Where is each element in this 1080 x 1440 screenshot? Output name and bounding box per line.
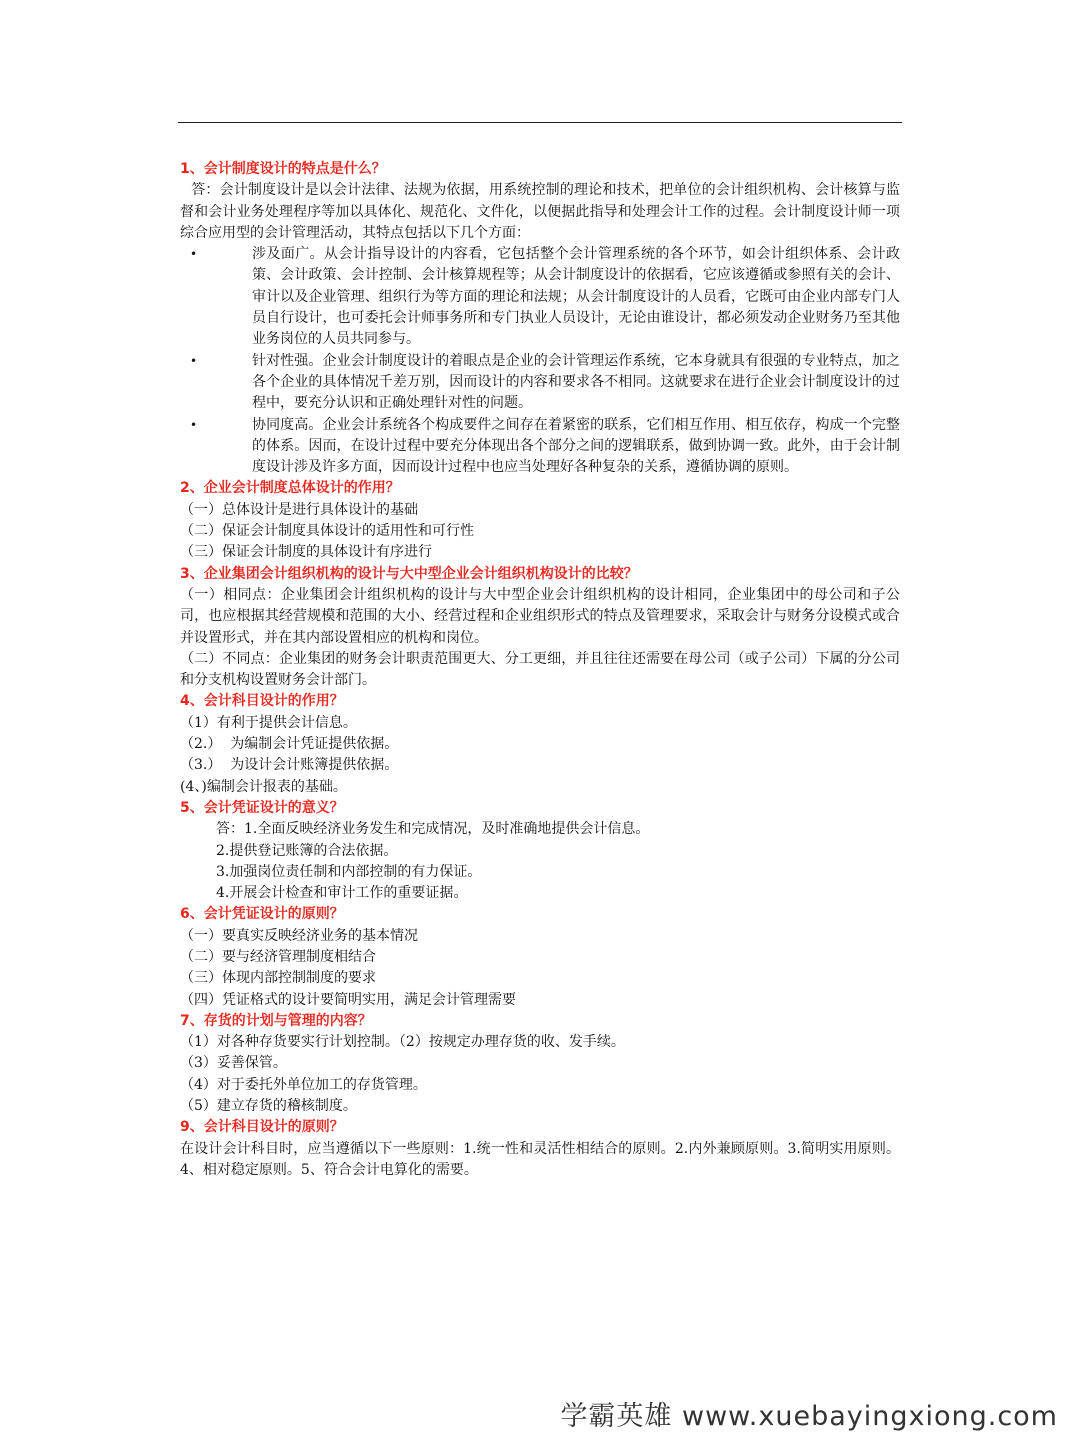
list-item: 4.开展会计检查和审计工作的重要证据。 <box>216 885 468 902</box>
question-9-answer: 在设计会计科目时，应当遵循以下一些原则：1.统一性和灵活性相结合的原则。2.内外兼顾原则。3.简明实用原则。4、相对稳定原则。5、符合会计电算化的需要。 <box>180 1140 900 1178</box>
question-4-title: 4、会计科目设计的作用？ <box>180 693 344 710</box>
list-item: 3.加强岗位责任制和内部控制的有力保证。 <box>216 863 482 880</box>
list-item <box>180 244 900 350</box>
question-7-title: 7、存货的计划与管理的内容？ <box>180 1012 372 1029</box>
list-item: （二）要与经济管理制度相结合 <box>180 948 376 965</box>
list-item: （一）总体设计是进行具体设计的基础 <box>180 501 418 518</box>
list-item: （三）保证会计制度的具体设计有序进行 <box>180 544 432 561</box>
list-item: （2.） 为编制会计凭证提供依据。 <box>180 736 399 753</box>
list-item: （二）保证会计制度具体设计的适用性和可行性 <box>180 523 474 540</box>
bullet-icon: • <box>190 417 198 432</box>
bullet-icon: • <box>190 247 198 262</box>
list-item: （5）建立存货的稽核制度。 <box>180 1098 357 1115</box>
list-item: （一）相同点：企业集团会计组织机构的设计与大中型企业会计组织机构的设计相同，企业集团中的母公司和子公司，也应根据其经营规模和范围的大小、经营过程和企业组织形式的特点及管理要求，采取会计与财务分设模式或合并设置形式，并在其内部设置相应的机构和岗位。 <box>180 586 900 646</box>
list-item: (4、)编制会计报表的基础。 <box>180 778 347 795</box>
question-3-title: 3、企业集团会计组织机构的设计与大中型企业会计组织机构设计的比较？ <box>180 565 638 582</box>
bullet-text: 针对性强。企业会计制度设计的着眼点是企业的会计管理运作系统，它本身就具有很强的专业特点，加之各个企业的具体情况千差万别，因而设计的内容和要求各不相同。这就要求在进行企业会计制度设计的过程中，要充分认识和正确处理针对性的问题。 <box>252 352 900 412</box>
bullet-text: 涉及面广。从会计指导设计的内容看，它包括整个会计管理系统的各个环节，如会计组织体系、会计政策、会计政策、会计控制、会计核算规程等；从会计制度设计的依据看，它应该遵循或参照有关的会计、审计以及企业管理、组织行为等方面的理论和法规；从会计制度设计的人员看，它既可由企业内部专门人员自行设计，也可委托会计师事务所和专门执业人员设计，无论由谁设计，都必须发动企业财务乃至其他业务岗位的人员共同参与。 <box>252 246 900 348</box>
header-rule <box>178 122 902 123</box>
list-item: 2.提供登记账簿的合法依据。 <box>216 842 398 859</box>
question-1-bullets <box>180 244 900 478</box>
list-item: （1）有利于提供会计信息。 <box>180 714 357 731</box>
list-item: 答：1.全面反映经济业务发生和完成情况，及时准确地提供会计信息。 <box>216 821 650 838</box>
list-item: （一）要真实反映经济业务的基本情况 <box>180 927 418 944</box>
document-body <box>180 159 900 1181</box>
question-1-title: 1、会计制度设计的特点是什么？ <box>180 161 386 177</box>
list-item: （四）凭证格式的设计要简明实用，满足会计管理需要 <box>180 991 516 1008</box>
list-item: （1）对各种存货要实行计划控制。（2）按规定办理存货的收、发手续。 <box>180 1034 625 1051</box>
question-2-title: 2、企业会计制度总体设计的作用？ <box>180 480 400 497</box>
question-1-answer: 答：会计制度设计是以会计法律、法规为依据，用系统控制的理论和技术，把单位的会计组织机构、会计核算与监督和会计业务处理程序等加以具体化、规范化、文件化，以便据此指导和处理会计工作的过程。会计制度设计师一项综合应用型的会计管理活动，其特点包括以下几个方面： <box>180 182 900 241</box>
question-6-title: 6、会计凭证设计的原则？ <box>180 906 344 923</box>
site-watermark: 学霸英雄 www.xuebayingxiong.com <box>560 1401 1058 1432</box>
list-item: （3.） 为设计会计账簿提供依据。 <box>180 757 399 774</box>
list-item <box>180 415 900 479</box>
list-item: （3）妥善保管。 <box>180 1055 287 1072</box>
list-item: （二）不同点：企业集团的财务会计职责范围更大、分工更细，并且往往还需要在母公司（或子公司）下属的分公司和分支机构设置财务会计部门。 <box>180 650 900 689</box>
bullet-icon: • <box>190 353 198 368</box>
question-5-title: 5、会计凭证设计的意义？ <box>180 799 344 816</box>
question-9-title: 9、会计科目设计的原则？ <box>180 1119 344 1136</box>
bullet-text: 协同度高。企业会计系统各个构成要件之间存在着紧密的联系，它们相互作用、相互依存，构成一个完整的体系。因而，在设计过程中要充分体现出各个部分之间的逻辑联系，做到协调一致。此外，由于会计制度设计涉及许多方面，因而设计过程中也应当处理好各种复杂的关系，遵循协调的原则。 <box>252 416 900 476</box>
list-item: （三）体现内部控制制度的要求 <box>180 970 376 987</box>
list-item <box>180 351 900 415</box>
list-item: （4）对于委托外单位加工的存货管理。 <box>180 1076 427 1093</box>
